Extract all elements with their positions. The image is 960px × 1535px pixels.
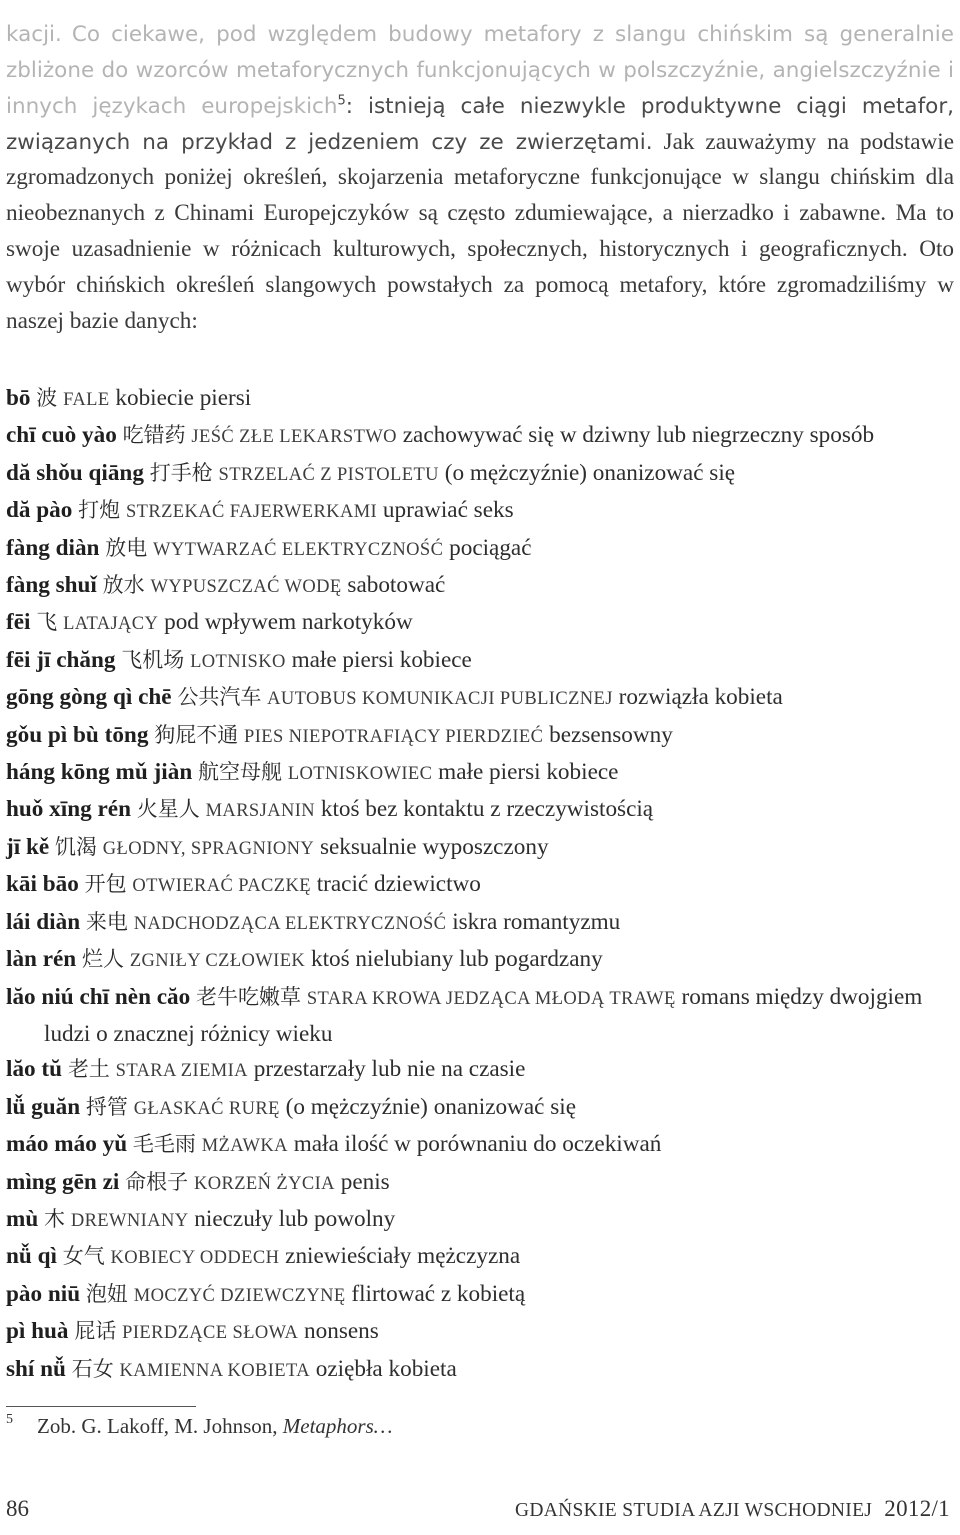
sentence-2: Jak zauważymy na podstawie zgromadzonych poniżej określeń, skojarzenia metaforyczne funkcjonujące w slangu chińskim dla nieobeznanych z Chinami Europejczyków są często zdumiewające, a nierzadko i zabawne. [6,128,955,227]
entry-hanzi: 公共汽车 [177,685,262,710]
entry-pinyin: dă shǒu qiāng [6,459,144,486]
entry-hanzi: 波 [36,386,58,410]
footnote-number: 5 [6,1412,13,1427]
entry-hanzi: 屁话 [74,1319,117,1344]
entry-pinyin: gōng gòng qì chē [6,684,172,711]
entry-meaning: iskra romantyzmu [452,908,621,935]
slang-entry [6,1314,954,1351]
entry-literal: MARSJANIN [205,801,316,822]
entry-meaning: pociągać [449,534,532,561]
footnote [6,1414,392,1439]
entry-literal: PIERDZĄCE SŁOWA [122,1323,299,1344]
entry-meaning: oziębła kobieta [315,1355,457,1382]
entry-hanzi: 打炮 [78,498,121,523]
entry-meaning: (o mężczyźnie) onanizować się [444,459,736,486]
entry-meaning: (o mężczyźnie) onanizować się [285,1093,576,1120]
entry-pinyin: làn rén [6,946,77,973]
footnote-text: Zob. G. Lakoff, M. Johnson, [37,1414,283,1438]
entry-pinyin: nǚ qì [6,1243,57,1270]
entry-pinyin: pì huà [6,1318,69,1345]
entry-pinyin: lăo tŭ [6,1056,63,1083]
entry-literal: STRZELAĆ Z PISTOLETU [218,464,439,485]
entry-literal: LOTNISKO [190,651,286,672]
entry-meaning: uprawiać seks [382,497,514,524]
entry-literal: PIES NIEPOTRAFIĄCY PIERDZIEĆ [244,726,544,747]
journal-title-block [515,1496,950,1522]
entry-literal: GŁASKAĆ RURĘ [133,1098,280,1119]
slang-entry [6,1202,954,1239]
entry-hanzi: 木 [44,1206,66,1231]
slang-entry [6,1127,954,1164]
entry-literal: GŁODNY, SPRAGNIONY [102,838,315,859]
entry-meaning: ktoś bez kontaktu z rzeczywistością [320,796,654,823]
sentence-3: Ma to swoje uzasadnienie w różnicach kulturowych, społecznych, historycznych i geograficznych. [6,200,954,262]
entry-literal: STARA ZIEMIA [115,1061,248,1082]
slang-entry [6,980,954,1053]
entry-hanzi: 狗屁不通 [154,722,239,747]
journal-issue: 2012/1 [884,1496,950,1521]
entry-meaning: zniewieściały mężczyzna [285,1243,521,1270]
slang-entry [6,531,954,568]
entry-pinyin: mù [6,1205,39,1232]
entry-hanzi: 航空母舰 [198,760,283,785]
slang-entry [6,718,954,755]
leading-text: kacji. [6,22,62,48]
entry-literal: KAMIENNA KOBIETA [119,1360,310,1381]
entry-literal: ZGNIŁY CZŁOWIEK [129,951,306,972]
entry-hanzi: 放电 [105,535,148,560]
footnote-mark: 5 [337,93,346,109]
entry-meaning: przestarzały lub nie na czasie [253,1056,526,1083]
slang-entry [6,456,954,493]
sentence-tail: : istnieją całe niezwykle produktywne ciągi metafor, związanych na przykład z jedzeniem czy ze zwierzętami. [6,93,954,155]
slang-entry [6,493,954,530]
entry-pinyin: gǒu pì bù tōng [6,721,149,748]
entry-literal: FALE [63,390,110,410]
entry-meaning: mała ilość w porównaniu do oczekiwań [293,1131,662,1158]
entry-literal: LOTNISKOWIEC [287,764,433,785]
entry-meaning: romans między dwojgiem ludzi o znacznej różnicy wieku [44,983,923,1047]
entry-pinyin: dă pào [6,497,73,524]
entry-meaning: seksualnie wyposzczony [319,833,549,860]
entry-literal: STRZEKAĆ FAJERWERKAMI [125,502,378,523]
entry-hanzi: 老牛吃嫩草 [196,984,302,1009]
entry-pinyin: lăo niú chī nèn căo [6,983,191,1010]
entry-literal: WYTWARZAĆ ELEKTRYCZNOŚĆ [153,539,444,560]
entry-meaning: małe piersi kobiece [291,646,472,673]
entry-pinyin: bō [6,385,31,411]
entry-literal: MŻAWKA [201,1136,288,1157]
slang-entry [6,1277,954,1314]
entry-literal: LATAJĄCY [63,614,159,635]
slang-entry [6,905,954,942]
entry-literal: KOBIECY ODDECH [110,1248,280,1269]
entry-pinyin: jī kě [6,833,50,860]
entry-literal: JEŚĆ ZŁE LEKARSTWO [191,427,397,448]
entry-hanzi: 打手枪 [149,460,213,485]
entry-meaning: penis [340,1168,390,1195]
entry-pinyin: lǚ guăn [6,1093,81,1120]
entry-meaning: sabotować [347,572,446,599]
entry-pinyin: lái diàn [6,908,81,935]
entry-pinyin: fēi jī chăng [6,646,116,673]
entry-pinyin: shí nǚ [6,1355,66,1382]
slang-entry [6,1052,954,1089]
entry-pinyin: máo máo yǔ [6,1131,128,1158]
entry-hanzi: 火星人 [136,797,200,822]
slang-entry [6,381,954,418]
entry-hanzi: 命根子 [125,1169,189,1194]
entry-pinyin: fàng diàn [6,534,100,561]
entry-hanzi: 放水 [102,573,145,598]
footnote-title: Metaphors… [282,1414,393,1438]
entry-literal: STARA KROWA JEDZĄCA MŁODĄ TRAWĘ [306,988,676,1009]
slang-entry [6,942,954,979]
entry-hanzi: 女气 [62,1244,105,1269]
entry-hanzi: 来电 [85,909,128,934]
entry-hanzi: 泡妞 [85,1281,128,1306]
entry-meaning: ktoś nielubiany lub pogardzany [310,946,603,973]
entry-hanzi: 石女 [71,1356,114,1381]
slang-entry [6,1352,954,1389]
entry-literal: OTWIERAĆ PACZKĘ [132,876,311,897]
slang-entry [6,867,954,904]
sentence-faded: Co ciekawe, pod względem budowy metafory z slangu chińskim są generalnie zbliżone do wzorców metaforycznych funkcjonujących w polszczyźnie, angielszczyźnie i innych językach europejskich [6,22,954,119]
entry-pinyin: chī cuò yào [6,422,117,449]
entry-meaning: kobiecie piersi [115,385,252,411]
entry-literal: AUTOBUS KOMUNIKACJI PUBLICZNEJ [267,689,613,710]
sentence-4: Oto wybór chińskich określeń slangowych powstałych za pomocą metafory, które zgromadziliśmy w naszej bazie danych: [6,235,954,334]
entry-pinyin: pào niū [6,1280,81,1307]
entry-hanzi: 饥渴 [54,834,97,859]
slang-entry [6,1239,954,1276]
entry-hanzi: 开包 [84,872,127,897]
entry-pinyin: kāi bāo [6,871,79,898]
entry-literal: KORZEŃ ŻYCIA [193,1173,335,1194]
slang-entry [6,755,954,792]
entry-pinyin: huǒ xīng rén [6,796,131,823]
entry-literal: NADCHODZĄCA ELEKTRYCZNOŚĆ [133,913,447,934]
slang-entry [6,605,954,642]
entry-meaning: zachowywać się w dziwny lub niegrzeczny sposób [402,422,875,449]
entry-hanzi: 吃错药 [122,423,186,448]
entry-literal: DREWNIANY [70,1210,189,1231]
slang-entry [6,680,954,717]
slang-entry [6,830,954,867]
slang-entry [6,1165,954,1202]
body-paragraph [6,17,954,339]
slang-entry-list [6,381,954,1389]
entry-pinyin: háng kōng mǔ jiàn [6,759,193,786]
entry-hanzi: 捋管 [85,1094,128,1119]
entry-meaning: nonsens [304,1318,379,1345]
slang-entry [6,792,954,829]
entry-hanzi: 烂人 [82,947,125,972]
entry-hanzi: 飞机场 [121,647,185,672]
entry-meaning: małe piersi kobiece [438,759,619,786]
entry-meaning: tracić dziewictwo [316,871,481,898]
entry-hanzi: 毛毛雨 [132,1132,196,1157]
entry-pinyin: fēi [6,609,31,636]
entry-pinyin: mìng gēn zi [6,1168,120,1195]
footnote-separator [6,1406,196,1407]
journal-title: GDAŃSKIE STUDIA AZJI WSCHODNIEJ [514,1500,873,1521]
entry-meaning: flirtować z kobietą [351,1280,526,1307]
entry-meaning: rozwiązła kobieta [618,684,783,711]
entry-literal: MOCZYĆ DZIEWCZYNĘ [133,1285,346,1306]
entry-hanzi: 飞 [36,610,58,635]
page-number: 86 [6,1496,29,1521]
slang-entry [6,1090,954,1127]
slang-entry [6,643,954,680]
entry-meaning: pod wpływem narkotyków [164,609,413,636]
entry-pinyin: fàng shuǐ [6,572,97,599]
entry-meaning: bezsensowny [549,721,673,748]
entry-literal: WYPUSZCZAĆ WODĘ [150,577,342,598]
slang-entry [6,568,954,605]
entry-meaning: nieczuły lub powolny [194,1205,396,1232]
slang-entry [6,418,954,455]
entry-hanzi: 老土 [67,1057,110,1082]
